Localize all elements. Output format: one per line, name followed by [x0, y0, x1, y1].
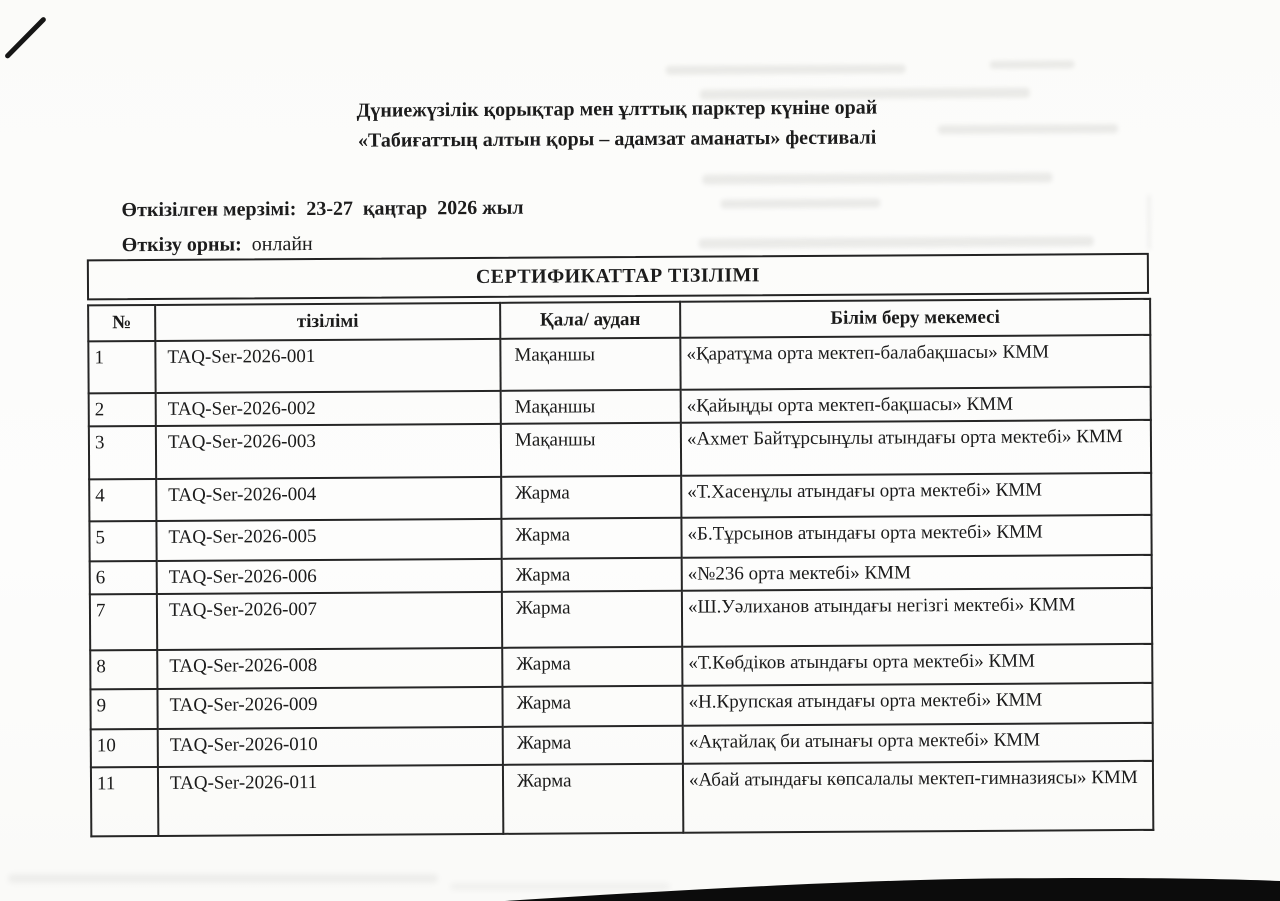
institution-cell: «Т.Хасенұлы атындағы орта мектебі» КММ: [681, 473, 1151, 518]
meta-date-value: 23-27 қаңтар 2026 жыл: [306, 196, 524, 221]
document-title-line2: «Табиғаттың алтын қоры – адамзат аманаты» фестивалі: [357, 126, 877, 152]
row-number-cell: 6: [90, 561, 157, 594]
institution-cell: «Қаратұма орта мектеп-балабақшасы» КММ: [680, 335, 1150, 390]
district-cell: Жарма: [501, 518, 681, 559]
district-cell: Жарма: [503, 764, 683, 834]
district-cell: Мақаншы: [501, 390, 681, 424]
certificate-code-cell: TAQ-Ser-2026-007: [157, 592, 502, 650]
table-title: [87, 253, 1149, 300]
institution-cell: «Қайыңды орта мектеп-бақшасы» КММ: [681, 387, 1151, 423]
table-row: [88, 335, 1150, 393]
district-cell: Мақаншы: [500, 338, 680, 391]
table-row: [90, 588, 1152, 650]
institution-cell: «Н.Крупская атындағы орта мектебі» КММ: [682, 683, 1152, 726]
row-number-cell: 2: [89, 393, 156, 426]
certificate-code-cell: TAQ-Ser-2026-011: [158, 765, 503, 836]
institution-cell: «Ш.Уәлиханов атындағы негізгі мектебі» КММ: [682, 588, 1152, 647]
row-number-cell: 9: [90, 689, 157, 729]
pen-mark-artifact: [0, 3, 68, 73]
certificates-table: [87, 298, 1154, 837]
col-header-institution: Білім беру мекемесі: [680, 299, 1150, 338]
scan-smudge-artifact: [8, 874, 438, 883]
table-row: [90, 683, 1152, 729]
table-row: [91, 761, 1153, 836]
district-cell: Жарма: [501, 476, 681, 519]
certificate-code-cell: TAQ-Ser-2026-005: [156, 519, 501, 561]
table-row: [90, 644, 1152, 689]
row-number-cell: 11: [91, 767, 158, 836]
row-number-cell: 1: [88, 341, 155, 393]
col-header-district: Қала/ аудан: [500, 302, 680, 339]
certificate-code-cell: TAQ-Ser-2026-008: [157, 648, 502, 689]
certificate-code-cell: TAQ-Ser-2026-003: [156, 424, 501, 479]
district-cell: Жарма: [502, 686, 682, 727]
table-title-text: СЕРТИФИКАТТАР ТІЗІЛІМІ: [475, 264, 760, 288]
certificate-code-cell: TAQ-Ser-2026-004: [156, 477, 501, 521]
document-title: [86, 91, 1148, 157]
institution-cell: «Т.Көбдіков атындағы орта мектебі» КММ: [682, 644, 1152, 686]
district-cell: Жарма: [502, 647, 682, 687]
institution-cell: «Абай атындағы көпсалалы мектеп-гимназиясы» КММ: [683, 761, 1153, 833]
bleed-through-artifact: [0, 0, 1277, 4]
table-row: [91, 723, 1153, 767]
meta-place-label: Өткізу орны:: [121, 233, 242, 257]
table-row: [89, 473, 1151, 521]
row-number-cell: 10: [91, 729, 158, 767]
col-header-no: №: [88, 305, 155, 341]
row-number-cell: 5: [89, 521, 156, 561]
table-row: [89, 515, 1151, 561]
row-number-cell: 7: [90, 594, 157, 650]
col-header-register: тізілімі: [155, 303, 500, 341]
meta-place-value: онлайн: [251, 232, 313, 256]
district-cell: Жарма: [502, 591, 682, 648]
certificate-code-cell: TAQ-Ser-2026-006: [157, 559, 502, 594]
table-row: [89, 420, 1151, 479]
certificate-code-cell: TAQ-Ser-2026-009: [157, 687, 502, 729]
institution-cell: «Б.Тұрсынов атындағы орта мектебі» КММ: [681, 515, 1151, 558]
district-cell: Жарма: [503, 726, 683, 765]
institution-cell: «Ақтайлақ би атынағы орта мектебі» КММ: [683, 723, 1153, 764]
row-number-cell: 8: [90, 650, 157, 689]
certificate-code-cell: TAQ-Ser-2026-001: [155, 339, 500, 393]
row-number-cell: 4: [89, 479, 156, 521]
institution-cell: «Ахмет Байтұрсынұлы атындағы орта мектебі» КММ: [681, 420, 1151, 476]
district-cell: Жарма: [502, 558, 682, 592]
table-body: [88, 335, 1153, 836]
scan-smudge-artifact: [450, 883, 670, 890]
document-title-line1: Дүниежүзілік қорықтар мен ұлттық парктер күніне орай: [356, 96, 878, 122]
certificate-code-cell: TAQ-Ser-2026-010: [158, 727, 503, 767]
meta-date-label: Өткізілген мерзімі:: [121, 198, 297, 222]
district-cell: Мақаншы: [501, 423, 681, 477]
row-number-cell: 3: [89, 426, 156, 479]
certificate-code-cell: TAQ-Ser-2026-002: [156, 391, 501, 426]
institution-cell: «№236 орта мектебі» КММ: [682, 555, 1152, 591]
